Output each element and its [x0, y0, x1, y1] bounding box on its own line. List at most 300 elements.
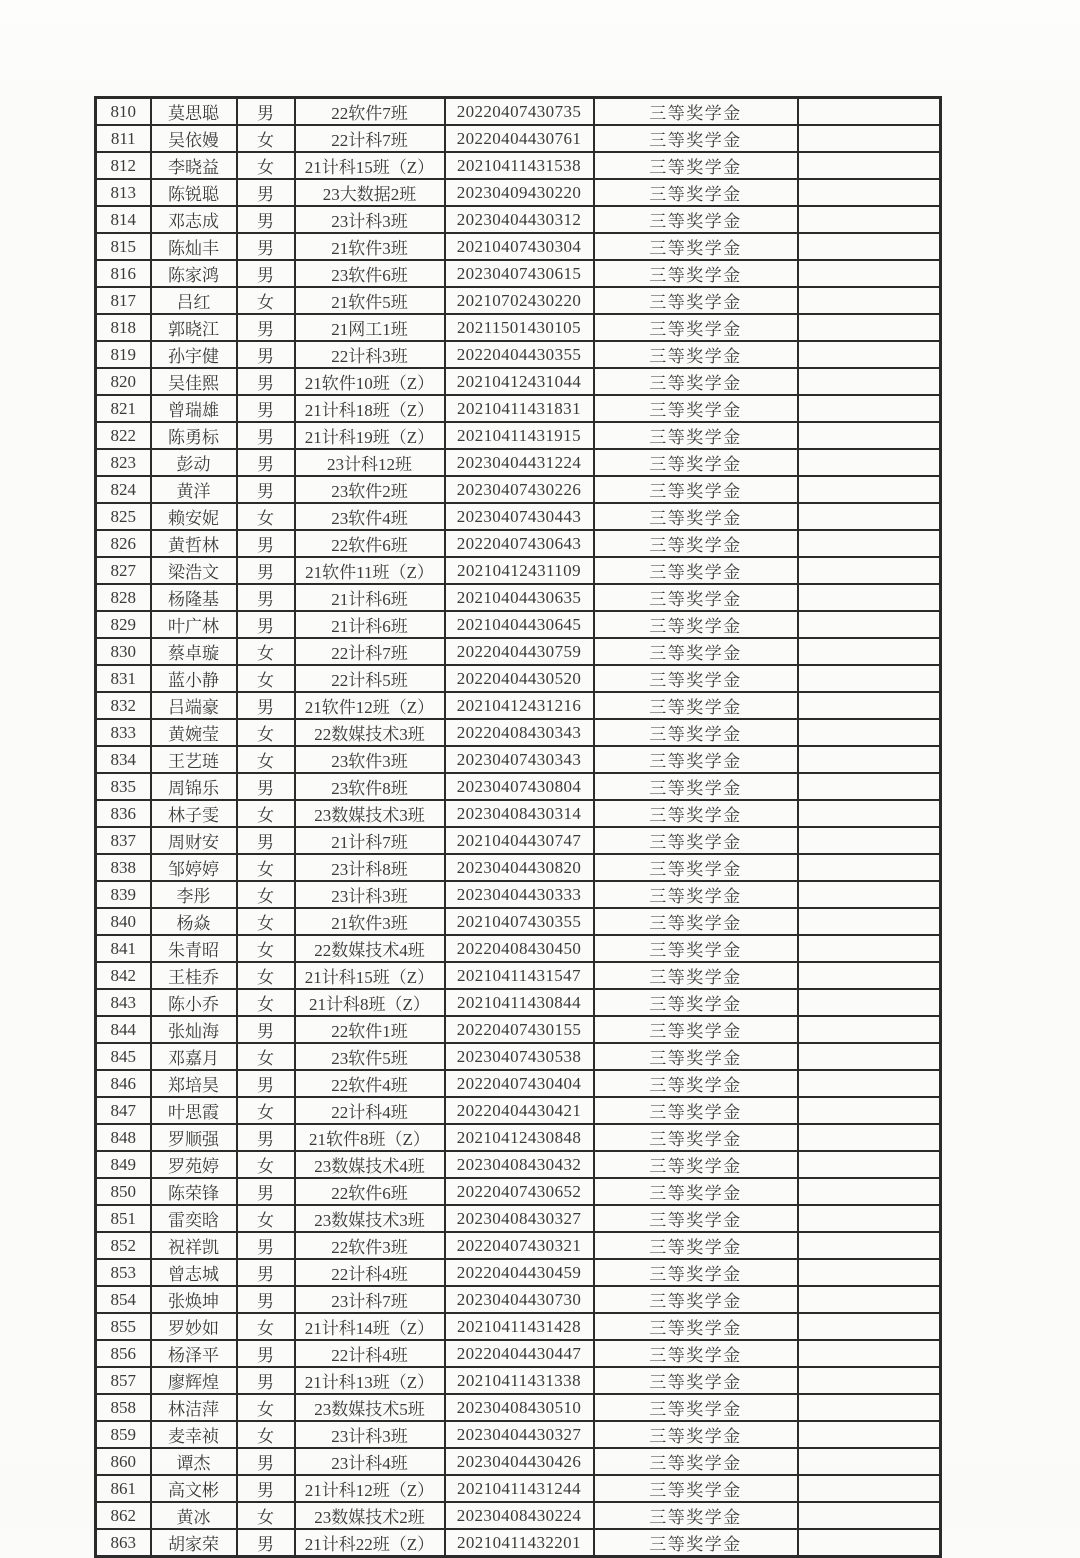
cell-index: 838 [96, 854, 151, 881]
cell-class: 21软件12班（Z） [295, 692, 445, 719]
table-row [96, 125, 941, 152]
cell-note [798, 1313, 941, 1340]
cell-name: 杨隆基 [151, 584, 237, 611]
cell-index: 839 [96, 881, 151, 908]
cell-class: 22计科7班 [295, 638, 445, 665]
cell-index: 832 [96, 692, 151, 719]
cell-note [798, 341, 941, 368]
cell-award: 三等奖学金 [594, 395, 798, 422]
cell-index: 860 [96, 1448, 151, 1475]
cell-index: 826 [96, 530, 151, 557]
cell-class: 23数媒技术2班 [295, 1502, 445, 1529]
cell-class: 21软件11班（Z） [295, 557, 445, 584]
cell-gender: 男 [237, 530, 295, 557]
table-row [96, 1151, 941, 1178]
cell-note [798, 1151, 941, 1178]
cell-student-no: 20220407430404 [445, 1070, 594, 1097]
cell-index: 822 [96, 422, 151, 449]
cell-index: 843 [96, 989, 151, 1016]
table-row [96, 638, 941, 665]
cell-index: 816 [96, 260, 151, 287]
cell-note [798, 233, 941, 260]
cell-class: 21计科6班 [295, 584, 445, 611]
cell-student-no: 20220407430321 [445, 1232, 594, 1259]
cell-class: 23数媒技术4班 [295, 1151, 445, 1178]
cell-award: 三等奖学金 [594, 1421, 798, 1448]
table-row [96, 206, 941, 233]
cell-index: 821 [96, 395, 151, 422]
cell-award: 三等奖学金 [594, 1367, 798, 1394]
cell-note [798, 800, 941, 827]
cell-index: 837 [96, 827, 151, 854]
cell-gender: 男 [237, 692, 295, 719]
cell-student-no: 20230407430343 [445, 746, 594, 773]
table-row [96, 368, 941, 395]
cell-gender: 女 [237, 962, 295, 989]
cell-student-no: 20230408430327 [445, 1205, 594, 1232]
cell-student-no: 20220404430520 [445, 665, 594, 692]
cell-award: 三等奖学金 [594, 206, 798, 233]
cell-name: 曾瑞雄 [151, 395, 237, 422]
cell-award: 三等奖学金 [594, 719, 798, 746]
cell-student-no: 20210411431915 [445, 422, 594, 449]
cell-note [798, 314, 941, 341]
table-row [96, 1394, 941, 1421]
table-row [96, 1016, 941, 1043]
cell-index: 820 [96, 368, 151, 395]
table-row [96, 665, 941, 692]
cell-student-no: 20230409430220 [445, 179, 594, 206]
cell-award: 三等奖学金 [594, 1340, 798, 1367]
cell-gender: 男 [237, 260, 295, 287]
table-row [96, 233, 941, 260]
cell-note [798, 206, 941, 233]
cell-gender: 男 [237, 476, 295, 503]
cell-index: 846 [96, 1070, 151, 1097]
cell-award: 三等奖学金 [594, 962, 798, 989]
cell-name: 叶广林 [151, 611, 237, 638]
cell-index: 842 [96, 962, 151, 989]
cell-index: 811 [96, 125, 151, 152]
table-row [96, 1178, 941, 1205]
cell-name: 赖安妮 [151, 503, 237, 530]
scholarship-roster-table [94, 96, 942, 1558]
table-row [96, 1286, 941, 1313]
cell-student-no: 20210407430304 [445, 233, 594, 260]
table-row [96, 476, 941, 503]
cell-award: 三等奖学金 [594, 1529, 798, 1557]
cell-name: 张灿海 [151, 1016, 237, 1043]
cell-gender: 男 [237, 314, 295, 341]
cell-name: 罗顺强 [151, 1124, 237, 1151]
cell-name: 雷奕晗 [151, 1205, 237, 1232]
cell-gender: 男 [237, 179, 295, 206]
cell-index: 851 [96, 1205, 151, 1232]
cell-student-no: 20210404430645 [445, 611, 594, 638]
cell-gender: 女 [237, 719, 295, 746]
cell-index: 862 [96, 1502, 151, 1529]
cell-student-no: 20220404430421 [445, 1097, 594, 1124]
table-row [96, 1259, 941, 1286]
cell-award: 三等奖学金 [594, 1259, 798, 1286]
cell-name: 孙宇健 [151, 341, 237, 368]
cell-name: 祝祥凯 [151, 1232, 237, 1259]
cell-student-no: 20210412430848 [445, 1124, 594, 1151]
cell-name: 高文彬 [151, 1475, 237, 1502]
table-row [96, 719, 941, 746]
cell-name: 罗妙如 [151, 1313, 237, 1340]
cell-student-no: 20210407430355 [445, 908, 594, 935]
table-row [96, 1448, 941, 1475]
cell-index: 825 [96, 503, 151, 530]
cell-student-no: 20230408430314 [445, 800, 594, 827]
cell-award: 三等奖学金 [594, 989, 798, 1016]
table-row [96, 557, 941, 584]
table-row [96, 1421, 941, 1448]
cell-name: 梁浩文 [151, 557, 237, 584]
cell-gender: 男 [237, 773, 295, 800]
cell-index: 855 [96, 1313, 151, 1340]
cell-gender: 女 [237, 908, 295, 935]
cell-class: 23软件6班 [295, 260, 445, 287]
cell-index: 857 [96, 1367, 151, 1394]
cell-student-no: 20230404431224 [445, 449, 594, 476]
cell-award: 三等奖学金 [594, 935, 798, 962]
cell-note [798, 530, 941, 557]
cell-note [798, 1367, 941, 1394]
cell-index: 834 [96, 746, 151, 773]
cell-name: 张焕坤 [151, 1286, 237, 1313]
table-row [96, 1340, 941, 1367]
cell-gender: 男 [237, 584, 295, 611]
cell-award: 三等奖学金 [594, 1205, 798, 1232]
cell-name: 黄哲林 [151, 530, 237, 557]
cell-student-no: 20210412431216 [445, 692, 594, 719]
cell-index: 853 [96, 1259, 151, 1286]
cell-award: 三等奖学金 [594, 908, 798, 935]
cell-gender: 女 [237, 989, 295, 1016]
cell-class: 21计科6班 [295, 611, 445, 638]
cell-award: 三等奖学金 [594, 530, 798, 557]
cell-note [798, 449, 941, 476]
cell-award: 三等奖学金 [594, 341, 798, 368]
cell-student-no: 20230408430224 [445, 1502, 594, 1529]
table-row [96, 314, 941, 341]
cell-student-no: 20230407430443 [445, 503, 594, 530]
cell-note [798, 179, 941, 206]
cell-note [798, 773, 941, 800]
table-row [96, 449, 941, 476]
cell-student-no: 20210411431428 [445, 1313, 594, 1340]
table-row [96, 881, 941, 908]
cell-name: 邓志成 [151, 206, 237, 233]
cell-note [798, 1043, 941, 1070]
cell-index: 850 [96, 1178, 151, 1205]
cell-index: 819 [96, 341, 151, 368]
cell-gender: 男 [237, 233, 295, 260]
cell-award: 三等奖学金 [594, 422, 798, 449]
cell-student-no: 20220404430355 [445, 341, 594, 368]
cell-gender: 女 [237, 881, 295, 908]
cell-gender: 女 [237, 1313, 295, 1340]
cell-index: 827 [96, 557, 151, 584]
cell-award: 三等奖学金 [594, 449, 798, 476]
cell-note [798, 1070, 941, 1097]
cell-student-no: 20220407430735 [445, 98, 594, 126]
cell-gender: 女 [237, 1394, 295, 1421]
cell-name: 吴依嫚 [151, 125, 237, 152]
cell-index: 831 [96, 665, 151, 692]
cell-award: 三等奖学金 [594, 98, 798, 126]
cell-award: 三等奖学金 [594, 1232, 798, 1259]
cell-name: 陈家鸿 [151, 260, 237, 287]
cell-award: 三等奖学金 [594, 1016, 798, 1043]
cell-gender: 女 [237, 854, 295, 881]
cell-class: 22数媒技术3班 [295, 719, 445, 746]
cell-class: 22计科5班 [295, 665, 445, 692]
cell-index: 844 [96, 1016, 151, 1043]
cell-gender: 男 [237, 1529, 295, 1557]
cell-index: 858 [96, 1394, 151, 1421]
cell-name: 郭晓江 [151, 314, 237, 341]
cell-gender: 女 [237, 1205, 295, 1232]
cell-class: 21计科14班（Z） [295, 1313, 445, 1340]
cell-index: 824 [96, 476, 151, 503]
cell-class: 23数媒技术3班 [295, 800, 445, 827]
cell-student-no: 20210411431538 [445, 152, 594, 179]
cell-name: 黄婉莹 [151, 719, 237, 746]
cell-award: 三等奖学金 [594, 1151, 798, 1178]
cell-note [798, 557, 941, 584]
cell-class: 23软件5班 [295, 1043, 445, 1070]
table-row [96, 1502, 941, 1529]
cell-class: 21软件10班（Z） [295, 368, 445, 395]
cell-note [798, 368, 941, 395]
cell-gender: 男 [237, 422, 295, 449]
cell-gender: 男 [237, 1448, 295, 1475]
cell-gender: 女 [237, 1421, 295, 1448]
table-row [96, 1475, 941, 1502]
cell-index: 823 [96, 449, 151, 476]
cell-gender: 女 [237, 1097, 295, 1124]
cell-name: 罗苑婷 [151, 1151, 237, 1178]
cell-student-no: 20220404430759 [445, 638, 594, 665]
cell-class: 21软件3班 [295, 908, 445, 935]
cell-class: 21计科8班（Z） [295, 989, 445, 1016]
cell-index: 818 [96, 314, 151, 341]
cell-student-no: 20220404430447 [445, 1340, 594, 1367]
cell-student-no: 20210411432201 [445, 1529, 594, 1557]
cell-name: 李彤 [151, 881, 237, 908]
cell-index: 849 [96, 1151, 151, 1178]
table-row [96, 530, 941, 557]
cell-class: 21计科15班（Z） [295, 152, 445, 179]
table-row [96, 98, 941, 126]
cell-award: 三等奖学金 [594, 557, 798, 584]
table-row [96, 800, 941, 827]
table-row [96, 1232, 941, 1259]
cell-name: 彭动 [151, 449, 237, 476]
cell-class: 23计科3班 [295, 1421, 445, 1448]
cell-note [798, 1502, 941, 1529]
cell-gender: 男 [237, 206, 295, 233]
roster-body [96, 98, 941, 1557]
table-row [96, 827, 941, 854]
cell-student-no: 20210411431547 [445, 962, 594, 989]
cell-index: 845 [96, 1043, 151, 1070]
cell-index: 836 [96, 800, 151, 827]
cell-index: 815 [96, 233, 151, 260]
cell-student-no: 20210404430635 [445, 584, 594, 611]
cell-name: 蓝小静 [151, 665, 237, 692]
cell-gender: 女 [237, 935, 295, 962]
cell-index: 852 [96, 1232, 151, 1259]
cell-index: 810 [96, 98, 151, 126]
cell-award: 三等奖学金 [594, 287, 798, 314]
cell-award: 三等奖学金 [594, 1475, 798, 1502]
table-row [96, 1043, 941, 1070]
table-row [96, 854, 941, 881]
table-row [96, 422, 941, 449]
cell-student-no: 20220408430343 [445, 719, 594, 746]
cell-award: 三等奖学金 [594, 314, 798, 341]
cell-award: 三等奖学金 [594, 476, 798, 503]
cell-class: 23计科12班 [295, 449, 445, 476]
cell-gender: 女 [237, 287, 295, 314]
cell-award: 三等奖学金 [594, 1394, 798, 1421]
cell-gender: 女 [237, 1043, 295, 1070]
cell-gender: 男 [237, 827, 295, 854]
cell-gender: 男 [237, 1232, 295, 1259]
cell-class: 22软件6班 [295, 530, 445, 557]
cell-note [798, 503, 941, 530]
cell-gender: 男 [237, 98, 295, 126]
cell-note [798, 1259, 941, 1286]
cell-student-no: 20211501430105 [445, 314, 594, 341]
cell-student-no: 20210412431109 [445, 557, 594, 584]
cell-student-no: 20220407430652 [445, 1178, 594, 1205]
cell-award: 三等奖学金 [594, 1070, 798, 1097]
cell-gender: 男 [237, 1259, 295, 1286]
cell-note [798, 1475, 941, 1502]
cell-student-no: 20220407430643 [445, 530, 594, 557]
cell-award: 三等奖学金 [594, 881, 798, 908]
cell-gender: 男 [237, 1367, 295, 1394]
cell-award: 三等奖学金 [594, 1178, 798, 1205]
cell-index: 848 [96, 1124, 151, 1151]
table-row [96, 584, 941, 611]
cell-name: 陈勇标 [151, 422, 237, 449]
cell-student-no: 20210702430220 [445, 287, 594, 314]
cell-award: 三等奖学金 [594, 368, 798, 395]
cell-award: 三等奖学金 [594, 1124, 798, 1151]
cell-index: 812 [96, 152, 151, 179]
cell-index: 835 [96, 773, 151, 800]
cell-gender: 男 [237, 1475, 295, 1502]
table-row [96, 908, 941, 935]
cell-class: 21计科19班（Z） [295, 422, 445, 449]
cell-class: 22计科4班 [295, 1259, 445, 1286]
cell-student-no: 20210404430747 [445, 827, 594, 854]
cell-student-no: 20230407430226 [445, 476, 594, 503]
table-row [96, 989, 941, 1016]
cell-student-no: 20230407430804 [445, 773, 594, 800]
cell-student-no: 20230407430538 [445, 1043, 594, 1070]
cell-note [798, 611, 941, 638]
cell-name: 林洁萍 [151, 1394, 237, 1421]
cell-name: 周锦乐 [151, 773, 237, 800]
table-row [96, 341, 941, 368]
cell-gender: 女 [237, 503, 295, 530]
cell-award: 三等奖学金 [594, 125, 798, 152]
cell-student-no: 20210411431338 [445, 1367, 594, 1394]
cell-student-no: 20210412431044 [445, 368, 594, 395]
cell-class: 21软件8班（Z） [295, 1124, 445, 1151]
table-row [96, 260, 941, 287]
cell-index: 814 [96, 206, 151, 233]
cell-note [798, 287, 941, 314]
cell-note [798, 1097, 941, 1124]
cell-student-no: 20220404430459 [445, 1259, 594, 1286]
cell-award: 三等奖学金 [594, 1313, 798, 1340]
cell-class: 23软件2班 [295, 476, 445, 503]
cell-award: 三等奖学金 [594, 1043, 798, 1070]
cell-class: 22软件3班 [295, 1232, 445, 1259]
cell-gender: 女 [237, 746, 295, 773]
table-row [96, 395, 941, 422]
cell-class: 23数媒技术5班 [295, 1394, 445, 1421]
cell-student-no: 20230404430426 [445, 1448, 594, 1475]
cell-name: 胡家荣 [151, 1529, 237, 1557]
cell-class: 22软件4班 [295, 1070, 445, 1097]
cell-index: 813 [96, 179, 151, 206]
cell-gender: 男 [237, 395, 295, 422]
cell-gender: 男 [237, 368, 295, 395]
cell-note [798, 1529, 941, 1557]
cell-index: 833 [96, 719, 151, 746]
cell-index: 817 [96, 287, 151, 314]
cell-note [798, 1124, 941, 1151]
cell-name: 黄冰 [151, 1502, 237, 1529]
table-row [96, 746, 941, 773]
cell-award: 三等奖学金 [594, 773, 798, 800]
cell-gender: 男 [237, 1286, 295, 1313]
cell-class: 22软件1班 [295, 1016, 445, 1043]
cell-note [798, 638, 941, 665]
cell-gender: 女 [237, 125, 295, 152]
cell-student-no: 20230404430730 [445, 1286, 594, 1313]
cell-index: 854 [96, 1286, 151, 1313]
cell-gender: 男 [237, 557, 295, 584]
cell-class: 22数媒技术4班 [295, 935, 445, 962]
cell-class: 23数媒技术3班 [295, 1205, 445, 1232]
cell-award: 三等奖学金 [594, 1286, 798, 1313]
cell-class: 21计科18班（Z） [295, 395, 445, 422]
cell-note [798, 125, 941, 152]
cell-award: 三等奖学金 [594, 179, 798, 206]
cell-class: 22计科3班 [295, 341, 445, 368]
cell-student-no: 20230408430510 [445, 1394, 594, 1421]
cell-award: 三等奖学金 [594, 692, 798, 719]
cell-index: 863 [96, 1529, 151, 1557]
cell-student-no: 20210411430844 [445, 989, 594, 1016]
cell-note [798, 881, 941, 908]
cell-award: 三等奖学金 [594, 746, 798, 773]
cell-note [798, 1421, 941, 1448]
cell-class: 21计科13班（Z） [295, 1367, 445, 1394]
table-row [96, 1313, 941, 1340]
cell-gender: 男 [237, 611, 295, 638]
